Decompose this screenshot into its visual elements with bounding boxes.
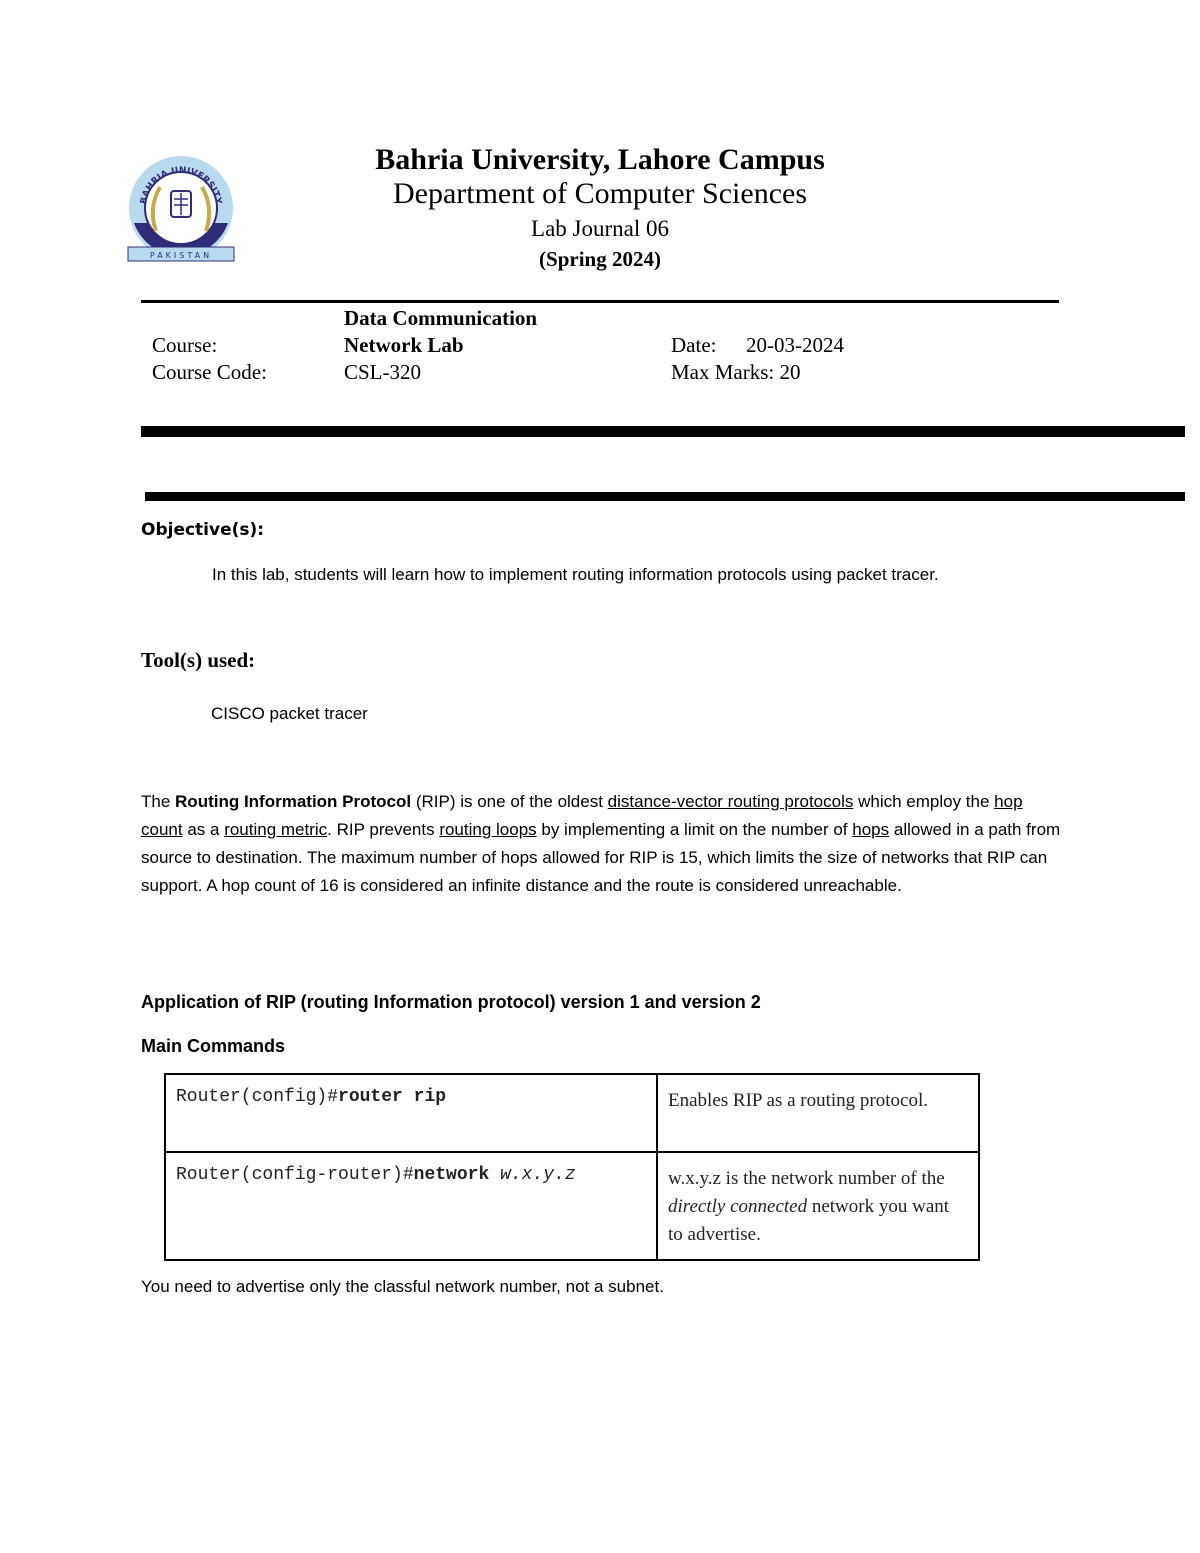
objective-heading: Objective(s):: [141, 520, 265, 540]
course-value-line1: Data Communication: [344, 306, 538, 330]
tools-text: CISCO packet tracer: [211, 704, 368, 723]
header-rule: [141, 300, 1059, 303]
rip-text-7: allowed in a path from source to destination. The maximum number of hops allowed for RIP is 15, which limits the size of networks that RIP can support. A hop count of 16 is considered an infinite distance and the route is considered unreachable.: [141, 820, 1061, 895]
command-arg: w.x.y.z: [489, 1165, 576, 1185]
rip-text-3: which employ the: [853, 792, 995, 811]
max-marks-label: Max Marks:: [671, 360, 775, 384]
command-keyword: network: [413, 1165, 490, 1185]
table-row: [165, 1152, 979, 1260]
description-cell: [657, 1074, 979, 1152]
command-cell: [165, 1152, 657, 1260]
date-label: Date:: [671, 333, 717, 357]
university-logo: [126, 153, 236, 268]
command-cell: [165, 1074, 657, 1152]
objective-text-content: In this lab, students will learn how to implement routing information protocols using packet tracer.: [212, 565, 939, 584]
logo-top-text: BAHRIA UNIVERSITY: [139, 165, 223, 205]
logo-bottom-text: PAKISTAN: [149, 251, 213, 260]
commands-table: [164, 1073, 980, 1261]
description-text: Enables RIP as a routing protocol.: [668, 1090, 928, 1111]
main-commands-heading: Main Commands: [141, 1036, 286, 1056]
university-name: Bahria University, Lahore Campus: [375, 143, 825, 176]
date-value: 20-03-2024: [746, 333, 844, 357]
application-heading: Application of RIP (routing Information protocol) version 1 and version 2: [141, 992, 761, 1012]
thick-rule-1: [141, 426, 1185, 437]
tools-heading: Tool(s) used:: [141, 648, 256, 672]
rip-term: Routing Information Protocol: [175, 792, 412, 811]
rip-text-4: as a: [182, 820, 225, 839]
command-prompt: Router(config)#: [176, 1087, 339, 1107]
term: (Spring 2024): [539, 247, 661, 271]
link-hops[interactable]: hops: [852, 820, 890, 839]
link-distance-vector[interactable]: distance-vector routing protocols: [607, 792, 854, 811]
rip-text-1: The: [141, 792, 176, 811]
link-hop-count[interactable]: hop count: [141, 792, 1023, 839]
table-row: [165, 1074, 979, 1152]
description-cell: [657, 1152, 979, 1260]
thick-rule-2: [145, 492, 1185, 501]
description-text: w.x.y.z is the network number of the: [668, 1168, 945, 1189]
rip-text-5: . RIP prevents: [327, 820, 440, 839]
max-marks: [671, 360, 801, 385]
command-prompt: Router(config-router)#: [176, 1165, 414, 1185]
course-value-line2: Network Lab: [344, 333, 464, 357]
link-routing-metric[interactable]: routing metric: [224, 820, 328, 839]
objective-text: [141, 561, 1041, 589]
rip-text-2: (RIP) is one of the oldest: [411, 792, 608, 811]
link-routing-loops[interactable]: routing loops: [439, 820, 537, 839]
lab-title: Lab Journal 06: [531, 216, 669, 241]
course-code-label: Course Code:: [152, 360, 267, 384]
description-emphasis: directly connected: [668, 1196, 808, 1217]
department-name: Department of Computer Sciences: [392, 177, 808, 210]
course-code-value: CSL-320: [344, 360, 422, 384]
rip-text-6: by implementing a limit on the number of: [536, 820, 853, 839]
command-keyword: router rip: [338, 1087, 447, 1107]
note-text: You need to advertise only the classful network number, not a subnet.: [141, 1277, 664, 1296]
rip-paragraph: [141, 788, 1066, 900]
course-label: Course:: [152, 333, 218, 357]
description-text-end: network you want to advertise.: [668, 1196, 950, 1245]
max-marks-value: 20: [779, 360, 801, 384]
